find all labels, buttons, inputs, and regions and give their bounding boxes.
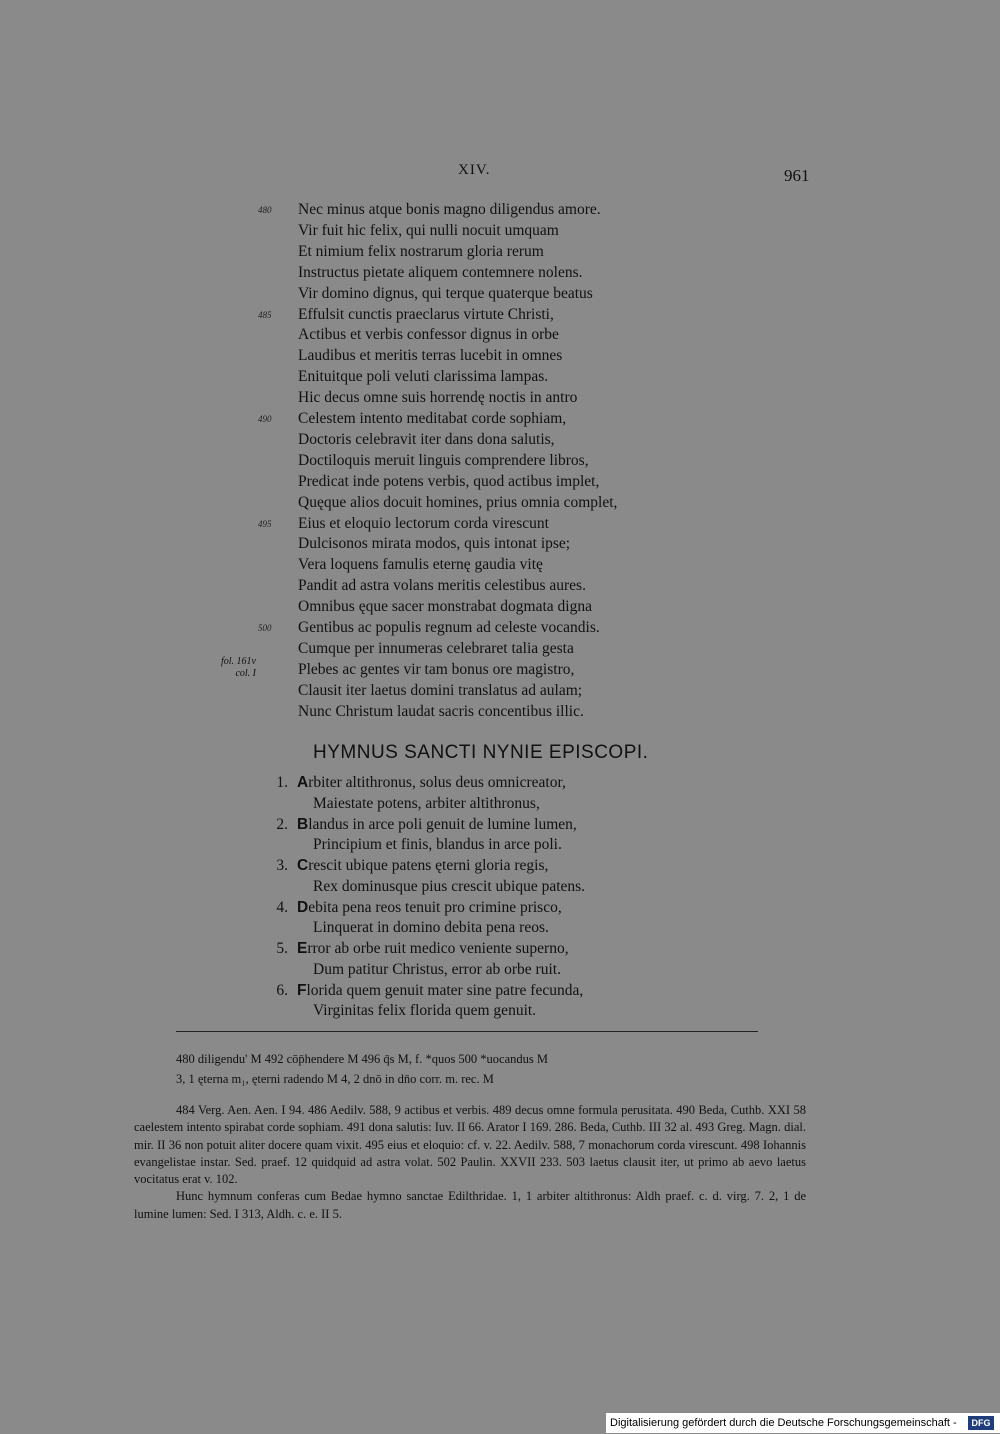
verse-line: Instructus pietate aliquem contemnere nolens. [298, 263, 583, 281]
sources-notes [134, 1102, 806, 1223]
stanza-first-line [297, 940, 569, 958]
verse-number: 495 [258, 518, 272, 529]
verse-number: 480 [258, 205, 272, 215]
stanza-initial: C [297, 857, 309, 874]
stanza-first-line [297, 899, 562, 917]
running-head: XIV. [458, 162, 491, 178]
stanza-first-line-text: landus in arce poli genuit de lumine lumen, [308, 815, 577, 833]
verse-line: Et nimium felix nostrarum gloria rerum [298, 242, 544, 260]
stanza-number: 3. [276, 857, 288, 874]
stanza-number: 6. [276, 981, 288, 999]
stanza-second-line: Dum patitur Christus, error ab orbe ruit. [313, 960, 561, 978]
marginal-note [196, 656, 256, 680]
verse-line: Actibus et verbis confessor dignus in orbe [298, 326, 559, 344]
sources-paragraph-1: 484 Verg. Aen. Aen. I 94. 486 Aedilv. 588, 9 actibus et verbis. 489 decus omne formula perusitata. 490 Beda, Cuthb. XXI 58 caelestem intento spirabat corde sophiam. 491 dona salutis: Iuv. II 66. Arator I 169. 286. Beda, Cuthb. III 32 al. 493 Greg. Magn. dial. mir. II 36 non potuit aliter docere quam vixit. 495 eius et eloquio: cf. v. 22. Aedilv. 588, 7 monachorum corda virescunt. 498 Iohannis evangelistae instar. Sed. praef. 12 quidquid ad astra volat. 502 Paulin. XXVII 233. 503 laetus clausit iter, ut primo ab aevo laetus vocitatus erat v. 102. [134, 1103, 806, 1187]
verse-line: Vir domino dignus, qui terque quaterque beatus [298, 284, 593, 302]
verse-number: 500 [258, 623, 272, 633]
verse-line: Plebes ac gentes vir tam bonus ore magistro, [298, 660, 575, 678]
verse-line: Gentibus ac populis regnum ad celeste vocandis. [298, 619, 600, 636]
stanza-second-line: Virginitas felix florida quem genuit. [313, 1002, 537, 1019]
verse-line: Doctiloquis meruit linguis comprendere libros, [298, 451, 589, 469]
stanza-first-line [297, 774, 566, 792]
verse-line: Nec minus atque bonis magno diligendus amore. [298, 201, 601, 218]
stanza-first-line-text: lorida quem genuit mater sine patre fecunda, [306, 981, 584, 999]
funding-text: Digitalisierung gefördert durch die Deutsche Forschungsgemeinschaft - [610, 1417, 957, 1429]
stanza-first-line-text: rbiter altithronus, solus deus omnicreator, [308, 774, 566, 791]
stanza-second-line: Principium et finis, blandus in arce poli. [313, 836, 562, 853]
verse-line: Cumque per innumeras celebraret talia gesta [298, 639, 574, 657]
stanza-first-line-text: rescit ubique patens ęterni gloria regis, [308, 857, 549, 874]
critical-apparatus-line-2: 3, 1 ęterna m₁, ęterni radendo M 4, 2 dnō in dn̄o corr. m. rec. M [176, 1072, 494, 1086]
verse-line: Vera loquens famulis eternę gaudia vitę [298, 556, 543, 574]
funding-banner[interactable] [606, 1413, 1000, 1433]
stanza-first-line [297, 982, 583, 1000]
hymn-title: HYMNUS SANCTI NYNIE EPISCOPI. [313, 742, 649, 763]
stanza-second-line: Rex dominusque pius crescit ubique patens. [313, 877, 586, 895]
stanza-second-line: Maiestate potens, arbiter altithronus, [313, 794, 540, 812]
stanza-second-line: Linquerat in domino debita pena reos. [313, 919, 549, 936]
verse-line: Effulsit cunctis praeclarus virtute Christi, [298, 305, 554, 323]
stanza-first-line-text: rror ab orbe ruit medico veniente superno, [307, 940, 569, 957]
verse-line: Clausit iter laetus domini translatus ad aulam; [298, 681, 583, 699]
marginal-folio: fol. 161v [221, 656, 256, 667]
stanza-number: 1. [276, 774, 288, 791]
verse-line: Nunc Christum laudat sacris concentibus illic. [298, 702, 584, 720]
stanza-first-line-text: ebita pena reos tenuit pro crimine prisco, [308, 898, 562, 916]
verse-line: Enituitque poli veluti clarissima lampas. [298, 368, 549, 386]
page-number: 961 [784, 166, 810, 185]
verse-line: Dulcisonos mirata modos, quis intonat ipse; [298, 535, 571, 553]
stanza-number: 5. [276, 940, 288, 957]
stanza-first-line [297, 857, 548, 875]
stanza-number: 2. [276, 815, 288, 833]
marginal-column: col. I [235, 668, 256, 679]
verse-line: Hic decus omne suis horrendę noctis in antro [298, 389, 578, 407]
verse-line: Laudibus et meritis terras lucebit in omnes [298, 347, 563, 365]
stanza-initial: A [297, 774, 309, 791]
footnote-rule [176, 1031, 758, 1032]
stanza-initial: D [297, 898, 309, 916]
verse-line: Vir fuit hic felix, qui nulli nocuit umquam [298, 221, 559, 239]
stanza-first-line [297, 816, 577, 834]
verse-line: Celestem intento meditabat corde sophiam, [298, 410, 567, 427]
verse-number: 485 [258, 309, 272, 320]
verse-line: Predicat inde potens verbis, quod actibus implet, [298, 472, 600, 490]
verse-line: Quęque alios docuit homines, prius omnia complet, [298, 493, 618, 511]
critical-apparatus-line-1: 480 diligendu' M 492 cōp̄hendere M 496 q̄s M, f. *quos 500 *uocandus M [176, 1052, 549, 1066]
dfg-logo-icon: DFG [968, 1416, 994, 1430]
verse-number: 490 [258, 414, 272, 424]
verse-line: Eius et eloquio lectorum corda virescunt [298, 514, 549, 532]
verse-line: Doctoris celebravit iter dans dona salutis, [298, 430, 555, 448]
verse-line: Pandit ad astra volans meritis celestibus aures. [298, 577, 586, 595]
stanza-initial: B [297, 815, 309, 833]
sources-paragraph-2: Hunc hymnum conferas cum Bedae hymno sanctae Edilthridae. 1, 1 arbiter altithronus: Aldh praef. c. d. virg. 7. 2, 1 de lumine lumen: Sed. I 313, Aldh. c. e. II 5. [134, 1189, 806, 1221]
stanza-initial: E [297, 940, 308, 957]
stanza-number: 4. [276, 898, 288, 916]
verse-line: Omnibus ęque sacer monstrabat dogmata digna [298, 598, 592, 616]
stanza-initial: F [297, 981, 307, 999]
